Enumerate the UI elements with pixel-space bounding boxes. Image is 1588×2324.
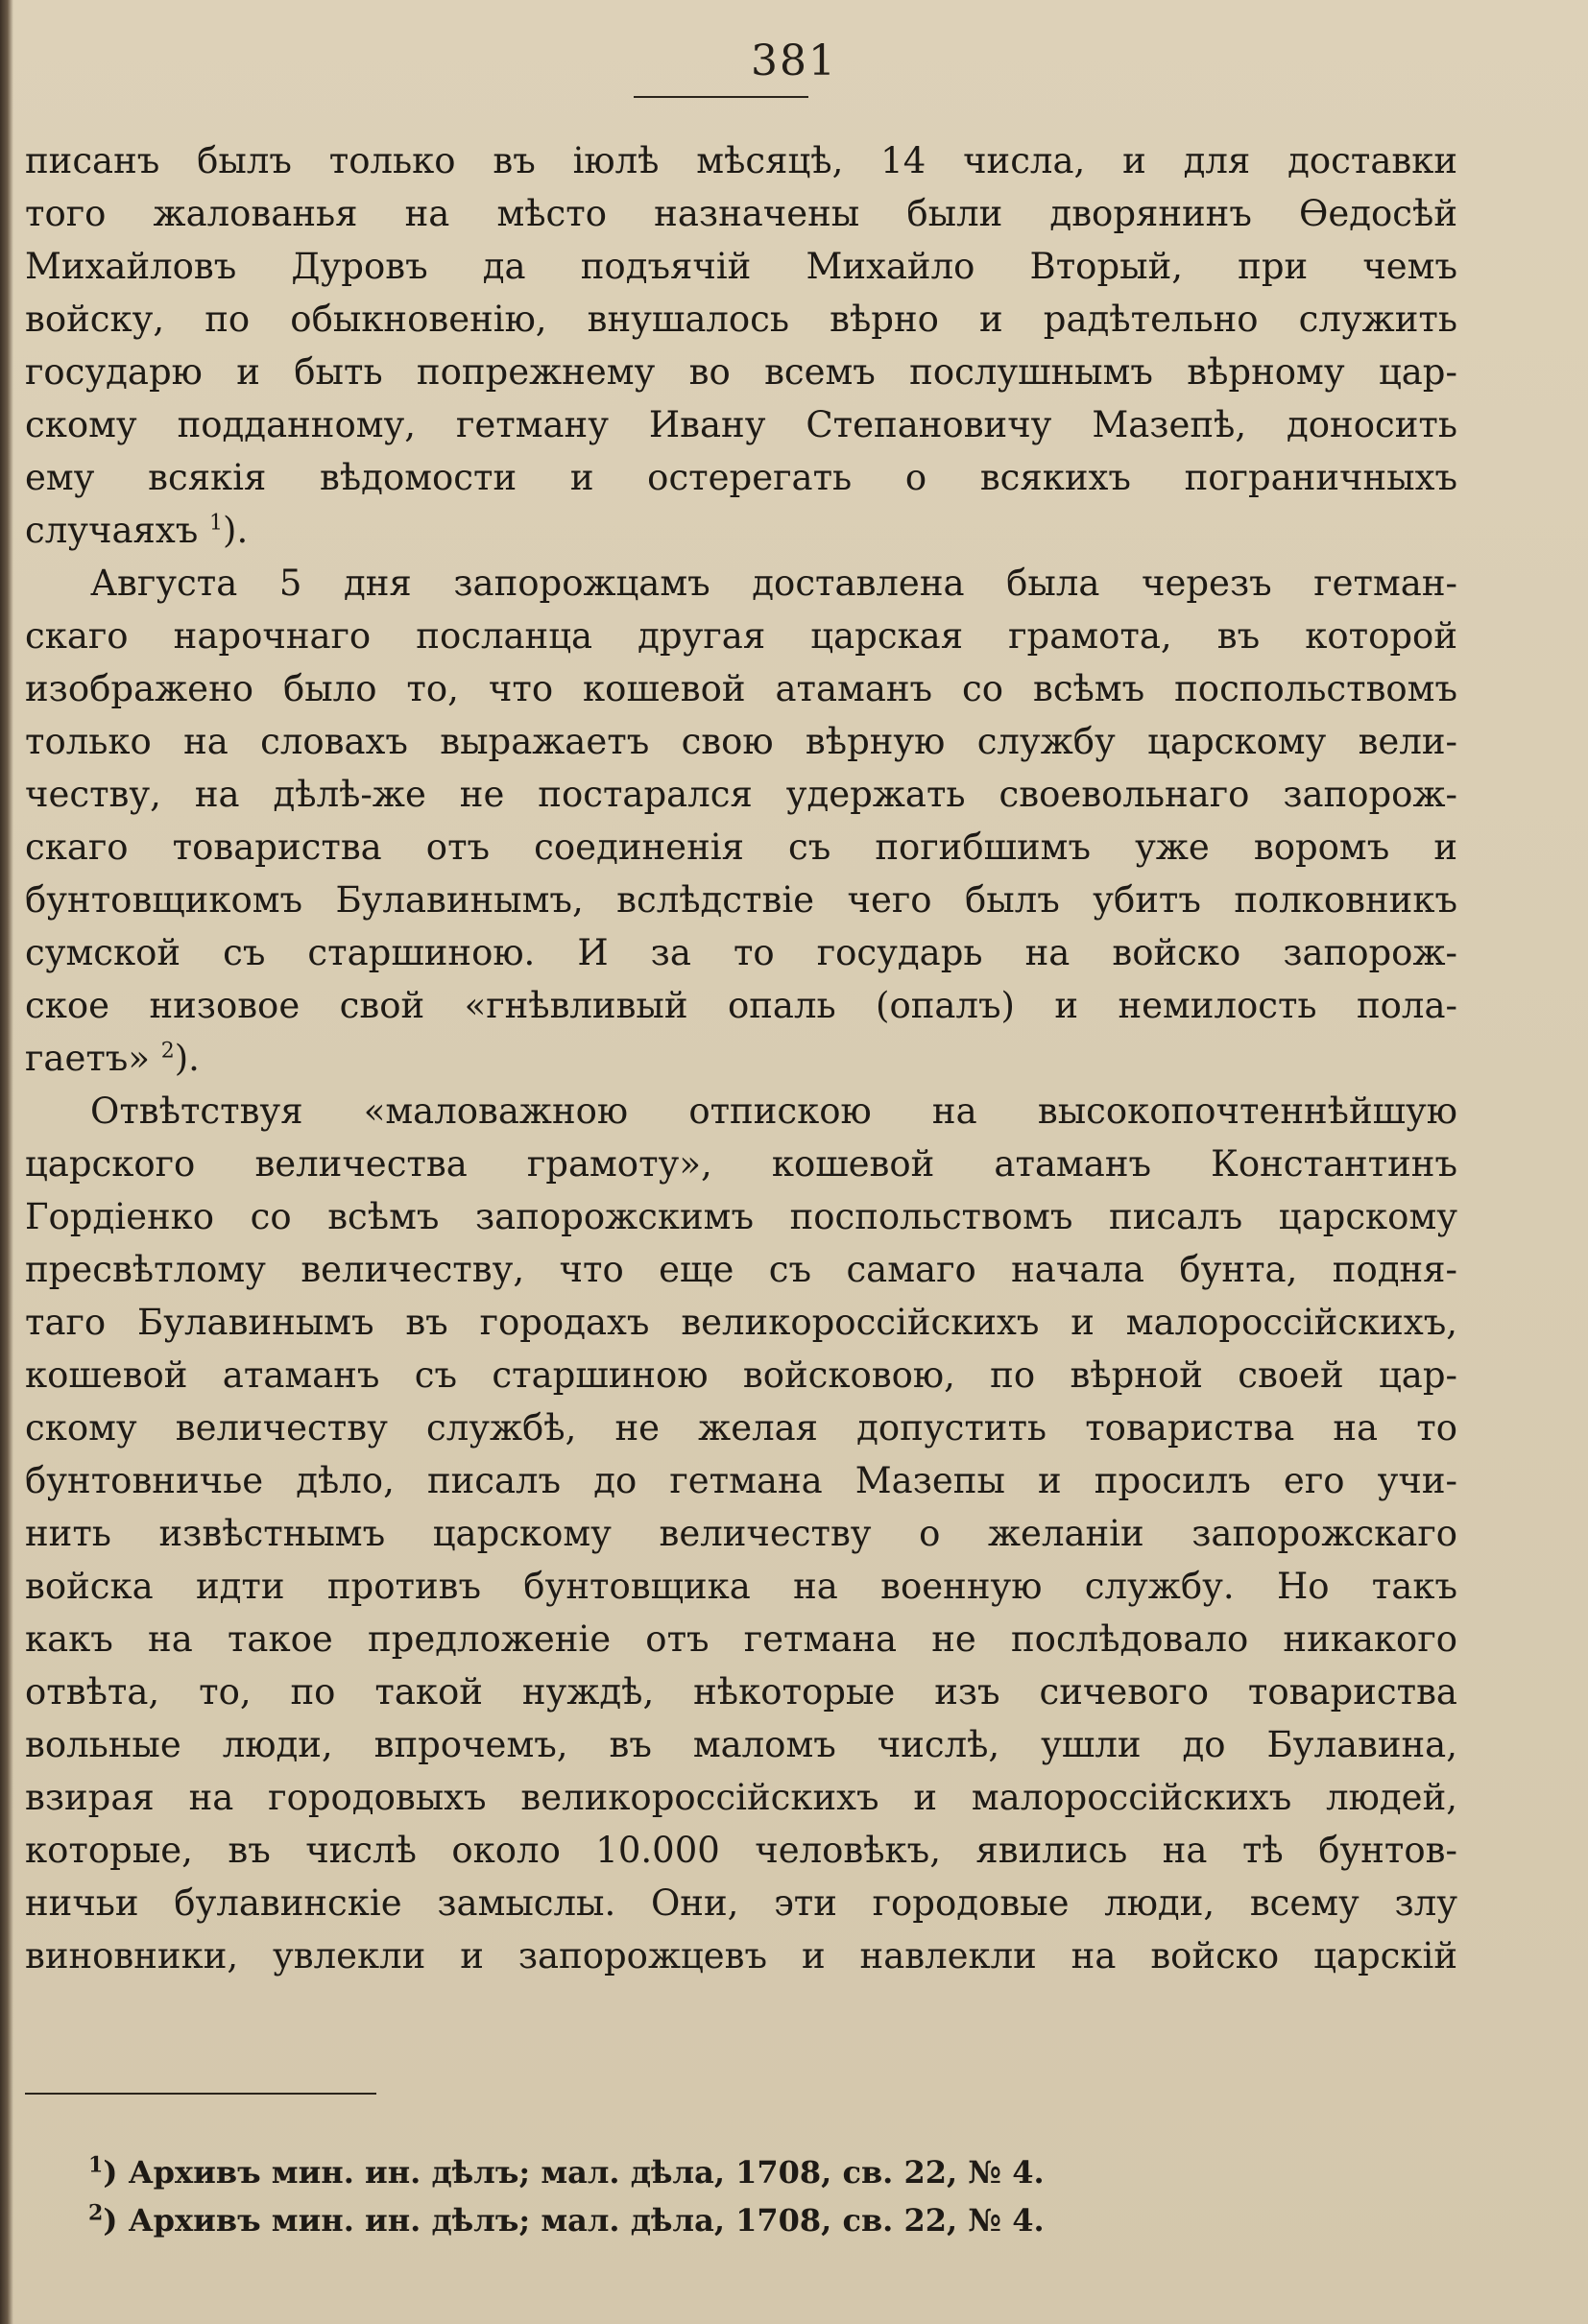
footnote-2: $^2$) Архивъ мин. ин. дѣлъ; мал. дѣла, 1708, св. 22, № 4. [88,2200,1045,2239]
footnote-ref-1: 1 [209,511,224,536]
text-line: государю и быть попрежнему во всемъ послушнымъ вѣрному цар- [25,351,1457,393]
page-number-rule [634,96,808,98]
text-line: взирая на городовыхъ великороссійскихъ и малороссійскихъ людей, [25,1777,1457,1818]
text-line: того жалованья на мѣсто назначены были дворянинъ Ѳедосѣй [25,193,1457,234]
text-line: честву, на дѣлѣ-же не постарался удержать своевольнаго запорож- [25,774,1457,815]
text-line: скаго товариства отъ соединенія съ погибшимъ уже воромъ и [25,827,1457,868]
text-line: какъ на такое предложеніе отъ гетмана не послѣдовало никакого [25,1618,1457,1660]
text-line: которые, въ числѣ около 10.000 человѣкъ, явились на тѣ бунтов- [25,1830,1457,1871]
footnote-1: $^1$) Архивъ мин. ин. дѣлъ; мал. дѣла, 1708, св. 22, № 4. [88,2152,1045,2191]
text-line: сумской съ старшиною. И за то государь на войско запорож- [25,932,1457,973]
text-line: только на словахъ выражаетъ свою вѣрную службу царскому вели- [25,721,1457,762]
text-line: бунтовничье дѣло, писалъ до гетмана Мазепы и просилъ его учи- [25,1460,1457,1501]
text-line: бунтовщикомъ Булавинымъ, вслѣдствіе чего былъ убитъ полковникъ [25,879,1457,921]
text-line: ему всякія вѣдомости и остерегать о всякихъ пограничныхъ [25,457,1457,498]
footnote-separator [25,2093,376,2095]
page-number: 381 [751,36,837,85]
footnote-ref-2: 2 [160,1039,175,1064]
text-line: ничьи булавинскіе замыслы. Они, эти городовые люди, всему злу [25,1882,1457,1924]
text-line: скому величеству службѣ, не желая допустить товариства на то [25,1407,1457,1449]
text-line: писанъ былъ только въ іюлѣ мѣсяцѣ, 14 числа, и для доставки [25,140,1457,181]
text-line: царского величества грамоту», кошевой атаманъ Константинъ [25,1143,1457,1185]
text-line: нить извѣстнымъ царскому величеству о желаніи запорожскаго [25,1513,1457,1554]
page-binding-edge [0,0,13,2324]
text-line: Михайловъ Дуровъ да подъячій Михайло Вторый, при чемъ [25,246,1457,287]
text-line: скаго нарочнаго посланца другая царская грамота, въ которой [25,615,1457,657]
text-line: Гордіенко со всѣмъ запорожскимъ поспольствомъ писалъ царскому [25,1196,1457,1237]
text-line: ское низовое свой «гнѣвливый опаль (опалъ) и немилость пола- [25,985,1457,1026]
text-line: скому подданному, гетману Ивану Степановичу Мазепѣ, доносить [25,404,1457,445]
text-line: виновники, увлекли и запорожцевъ и навлекли на войско царскій [25,1935,1457,1977]
text-line: изображено было то, что кошевой атаманъ со всѣмъ поспольствомъ [25,668,1457,709]
body-text [25,134,1457,1982]
text-line: войска идти противъ бунтовщика на военную службу. Но такъ [25,1566,1457,1607]
text-line: вольные люди, впрочемъ, въ маломъ числѣ, ушли до Булавина, [25,1724,1457,1765]
text-line: гаетъ» $^2$). [25,1038,200,1079]
text-line: отвѣта, то, по такой нуждѣ, нѣкоторые изъ сичевого товариства [25,1671,1457,1713]
text-line: Августа 5 дня запорожцамъ доставлена была черезъ гетман- [90,563,1457,604]
text-line: войску, по обыкновенію, внушалось вѣрно и радѣтельно служить [25,299,1457,340]
text-line: таго Булавинымъ въ городахъ великороссійскихъ и малороссійскихъ, [25,1302,1457,1343]
text-line: Отвѣтствуя «маловажною отпискою на высокопочтеннѣйшую [90,1090,1457,1132]
text-line: пресвѣтлому величеству, что еще съ самаго начала бунта, подня- [25,1249,1457,1290]
text-line: кошевой атаманъ съ старшиною войсковою, по вѣрной своей цар- [25,1354,1457,1396]
footnotes [88,2148,1336,2244]
text-line: случаяхъ $^1$). [25,510,249,551]
